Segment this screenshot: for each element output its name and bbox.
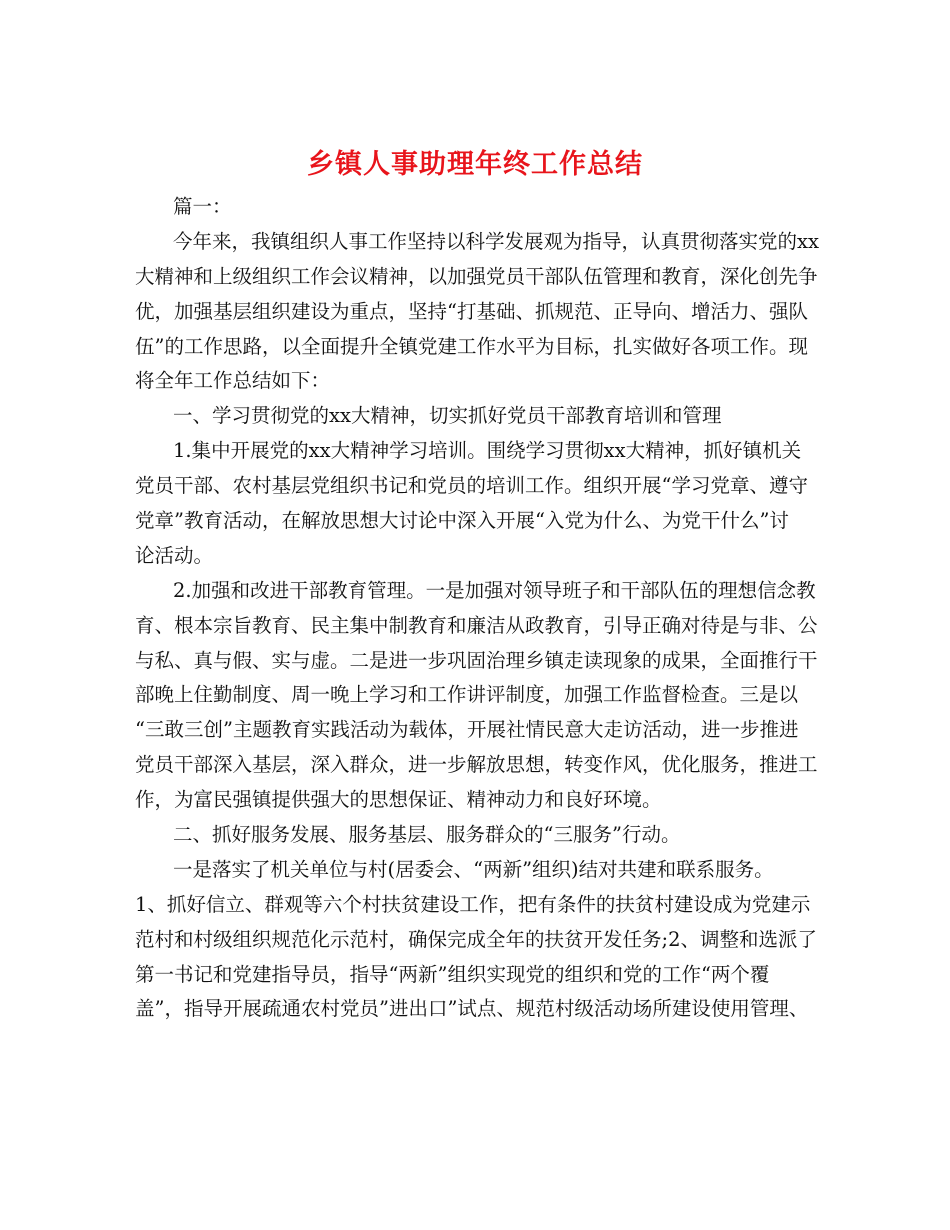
text-line: 一、学习贯彻党的xx大精神，切实抓好党员干部教育培训和管理 bbox=[173, 404, 722, 428]
text-line: 二、抓好服务发展、服务基层、服务群众的“三服务”行动。 bbox=[173, 823, 681, 847]
text-line: 与私、真与假、实与虚。二是进一步巩固治理乡镇走读现象的成果，全面推行干 bbox=[135, 648, 818, 672]
text-line: 一是落实了机关单位与村(居委会、“两新”组织)结对共建和联系服务。 bbox=[173, 857, 774, 881]
text-line: 1.集中开展党的xx大精神学习培训。围绕学习贯彻xx大精神，抓好镇机关 bbox=[173, 439, 802, 463]
text-line: 优，加强基层组织建设为重点，坚持“打基础、抓规范、正导向、增活力、强队 bbox=[135, 299, 808, 323]
text-line: 部晚上住勤制度、周一晚上学习和工作讲评制度，加强工作监督检查。三是以 bbox=[135, 683, 799, 707]
text-line: 党章”教育活动，在解放思想大讨论中深入开展“入党为什么、为党干什么”讨 bbox=[135, 509, 789, 533]
text-line: 大精神和上级组织工作会议精神，以加强党员干部队伍管理和教育，深化创先争 bbox=[135, 264, 818, 288]
text-line: 将全年工作总结如下： bbox=[135, 369, 331, 393]
text-line: 1、抓好信立、群观等六个村扶贫建设工作，把有条件的扶贫村建设成为党建示 bbox=[135, 892, 811, 916]
document-title: 乡镇人事助理年终工作总结 bbox=[307, 149, 643, 180]
document-body bbox=[135, 190, 825, 1027]
text-line: 作，为富民强镇提供强大的思想保证、精神动力和良好环境。 bbox=[135, 788, 662, 812]
text-line: 今年来，我镇组织人事工作坚持以科学发展观为指导，认真贯彻落实党的xx bbox=[173, 229, 819, 253]
text-line: 育、根本宗旨教育、民主集中制教育和廉洁从政教育，引导正确对待是与非、公 bbox=[135, 613, 818, 637]
text-line: 论活动。 bbox=[135, 543, 214, 567]
text-line: 党员干部、农村基层党组织书记和党员的培训工作。组织开展“学习党章、遵守 bbox=[135, 474, 808, 498]
text-line: “三敢三创”主题教育实践活动为载体，开展社情民意大走访活动，进一步推进 bbox=[135, 718, 799, 742]
text-line: 伍”的工作思路，以全面提升全镇党建工作水平为目标，扎实做好各项工作。现 bbox=[135, 334, 808, 358]
text-line: 篇一： bbox=[173, 195, 232, 218]
text-line: 范村和村级组织规范化示范村，确保完成全年的扶贫开发任务;2、调整和选派了 bbox=[135, 927, 817, 951]
text-line: 2.加强和改进干部教育管理。一是加强对领导班子和干部队伍的理想信念教 bbox=[173, 578, 816, 602]
text-line: 党员干部深入基层，深入群众，进一步解放思想，转变作风，优化服务，推进工 bbox=[135, 753, 818, 777]
text-line: 第一书记和党建指导员，指导“两新”组织实现党的组织和党的工作“两个覆 bbox=[135, 962, 770, 986]
text-line: 盖”，指导开展疏通农村党员”进出口”试点、规范村级活动场所建设使用管理、 bbox=[135, 997, 809, 1021]
